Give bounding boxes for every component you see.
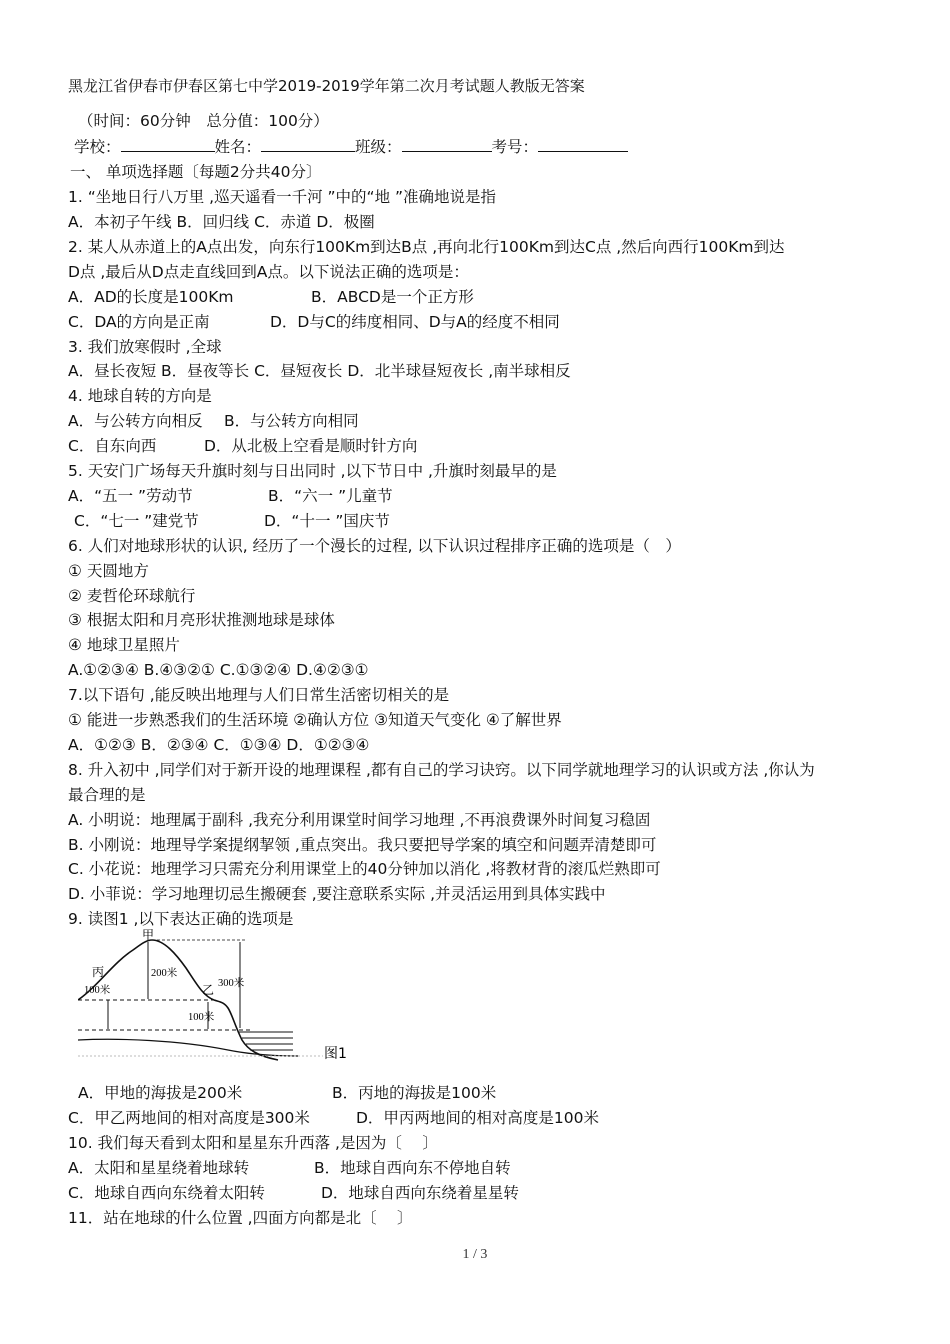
q2-option-d: D．D与C的纬度相同、D与A的经度不相同 — [270, 313, 560, 331]
q10-option-b: B．地球自西向东不停地自转 — [314, 1159, 511, 1177]
school-label: 学校： — [74, 138, 121, 156]
q2-option-b: B．ABCD是一个正方形 — [311, 288, 474, 306]
figure-1-terrain-profile — [78, 928, 378, 1063]
q7-items: ① 能进一步熟悉我们的生活环境 ②确认方位 ③知道天气变化 ④了解世界 — [68, 711, 562, 729]
q4-option-b: B．与公转方向相同 — [224, 412, 359, 430]
q11-stem: 11．站在地球的什么位置 ,四面方向都是北〔 〕 — [68, 1209, 413, 1227]
q8-stem-line2: 最合理的是 — [68, 786, 146, 804]
q9-option-d: D．甲丙两地间的相对高度是100米 — [356, 1109, 600, 1127]
q8-option-c: C. 小花说：地理学习只需充分利用课堂上的40分钟加以消化 ,将教材背的滚瓜烂熟即可 — [68, 860, 661, 878]
q1-stem: 1. “坐地日行八万里 ,巡天遥看一千河 ”中的“地 ”准确地说是指 — [68, 188, 497, 206]
q9-option-a: A．甲地的海拔是200米 — [78, 1084, 243, 1102]
label-jia: 甲 — [142, 928, 155, 942]
q4-option-c: C．自东向西 — [68, 437, 157, 455]
q6-stem: 6. 人们对地球形状的认识, 经历了一个漫长的过程, 以下认识过程排序正确的选项是（ ） — [68, 537, 681, 555]
q10-stem: 10. 我们每天看到太阳和星星东升西落 ,是因为〔 〕 — [68, 1134, 438, 1152]
q6-item-2: ② 麦哲伦环球航行 — [68, 587, 196, 605]
q5-option-b: B．“六一 ”儿童节 — [268, 487, 393, 505]
q2-stem-line1: 2. 某人从赤道上的A点出发，向东行100Km到达B点 ,再向北行100Km到达C点 ,然后向西行100Km到达 — [68, 238, 785, 256]
q2-option-a: A．AD的长度是100Km — [68, 288, 234, 306]
q4-stem: 4. 地球自转的方向是 — [68, 387, 212, 405]
label-100m-a: 100米 — [84, 985, 111, 996]
label-300m: 300米 — [218, 978, 245, 989]
q4-option-d: D．从北极上空看是顺时针方向 — [204, 437, 418, 455]
q7-stem: 7.以下语句 ,能反映出地理与人们日常生活密切相关的是 — [68, 686, 450, 704]
q1-options: A．本初子午线 B．回归线 C．赤道 D．极圈 — [68, 213, 375, 231]
label-yi: 乙 — [202, 983, 215, 997]
q5-stem: 5. 天安门广场每天升旗时刻与日出同时 ,以下节日中 ,升旗时刻最早的是 — [68, 462, 557, 480]
q8-option-a: A. 小明说：地理属于副科 ,我充分利用课堂时间学习地理 ,不再浪费课外时间复习稳固 — [68, 811, 651, 829]
exam-time-score: （时间：60分钟 总分值：100分） — [78, 112, 329, 130]
q8-stem-line1: 8. 升入初中 ,同学们对于新开设的地理课程 ,都有自己的学习诀窍。以下同学就地理学习的认识或方法 ,你认为 — [68, 761, 815, 779]
student-info-row — [74, 137, 628, 157]
q6-options: A.①②③④ B.④③②① C.①③②④ D.④②③① — [68, 661, 369, 679]
q9-option-c: C．甲乙两地间的相对高度是300米 — [68, 1109, 310, 1127]
exam-no-blank — [538, 137, 628, 152]
q6-item-1: ① 天圆地方 — [68, 562, 149, 580]
q4-option-a: A．与公转方向相反 — [68, 412, 203, 430]
class-label: 班级： — [355, 138, 402, 156]
page-number: 1 / 3 — [462, 1247, 488, 1262]
q6-item-4: ④ 地球卫星照片 — [68, 636, 180, 654]
q7-options: A．①②③ B．②③④ C．①③④ D．①②③④ — [68, 736, 370, 754]
class-blank — [402, 137, 492, 152]
q5-option-a: A．“五一 ”劳动节 — [68, 487, 193, 505]
q10-option-a: A．太阳和星星绕着地球转 — [68, 1159, 250, 1177]
q6-item-3: ③ 根据太阳和月亮形状推测地球是球体 — [68, 611, 335, 629]
q9-option-b: B．丙地的海拔是100米 — [332, 1084, 497, 1102]
q8-option-d: D. 小菲说：学习地理切忌生搬硬套 ,要注意联系实际 ,并灵活运用到具体实践中 — [68, 885, 606, 903]
q3-stem: 3. 我们放寒假时 ,全球 — [68, 338, 222, 356]
q5-option-c: C．“七一 ”建党节 — [74, 512, 199, 530]
label-100m-b: 100米 — [188, 1012, 215, 1023]
q9-stem: 9. 读图1 ,以下表达正确的选项是 — [68, 910, 294, 928]
exam-no-label: 考号： — [491, 138, 539, 156]
school-blank — [121, 137, 215, 152]
q10-option-c: C．地球自西向东绕着太阳转 — [68, 1184, 265, 1202]
name-blank — [261, 137, 355, 152]
terrain-diagram — [78, 928, 378, 1063]
q10-option-d: D．地球自西向东绕着星星转 — [321, 1184, 519, 1202]
base-line — [78, 1039, 298, 1056]
document-title: 黑龙江省伊春市伊春区第七中学2019-2019学年第二次月考试题人教版无答案 — [68, 77, 585, 95]
label-bing: 丙 — [92, 965, 105, 979]
q2-option-c: C．DA的方向是正南 — [68, 313, 210, 331]
q5-option-d: D．“十一 ”国庆节 — [264, 512, 390, 530]
q3-options: A．昼长夜短 B．昼夜等长 C．昼短夜长 D．北半球昼短夜长 ,南半球相反 — [68, 362, 571, 380]
section-heading: 一、 单项选择题〔每题2分共40分〕 — [70, 163, 322, 181]
label-200m: 200米 — [151, 968, 178, 979]
figure-caption: 图1 — [324, 1046, 347, 1062]
q2-stem-line2: D点 ,最后从D点走直线回到A点。以下说法正确的选项是： — [68, 263, 469, 281]
name-label: 姓名： — [214, 138, 262, 156]
q8-option-b: B. 小刚说：地理导学案提纲挈领 ,重点突出。我只要把导学案的填空和问题弄清楚即可 — [68, 836, 657, 854]
